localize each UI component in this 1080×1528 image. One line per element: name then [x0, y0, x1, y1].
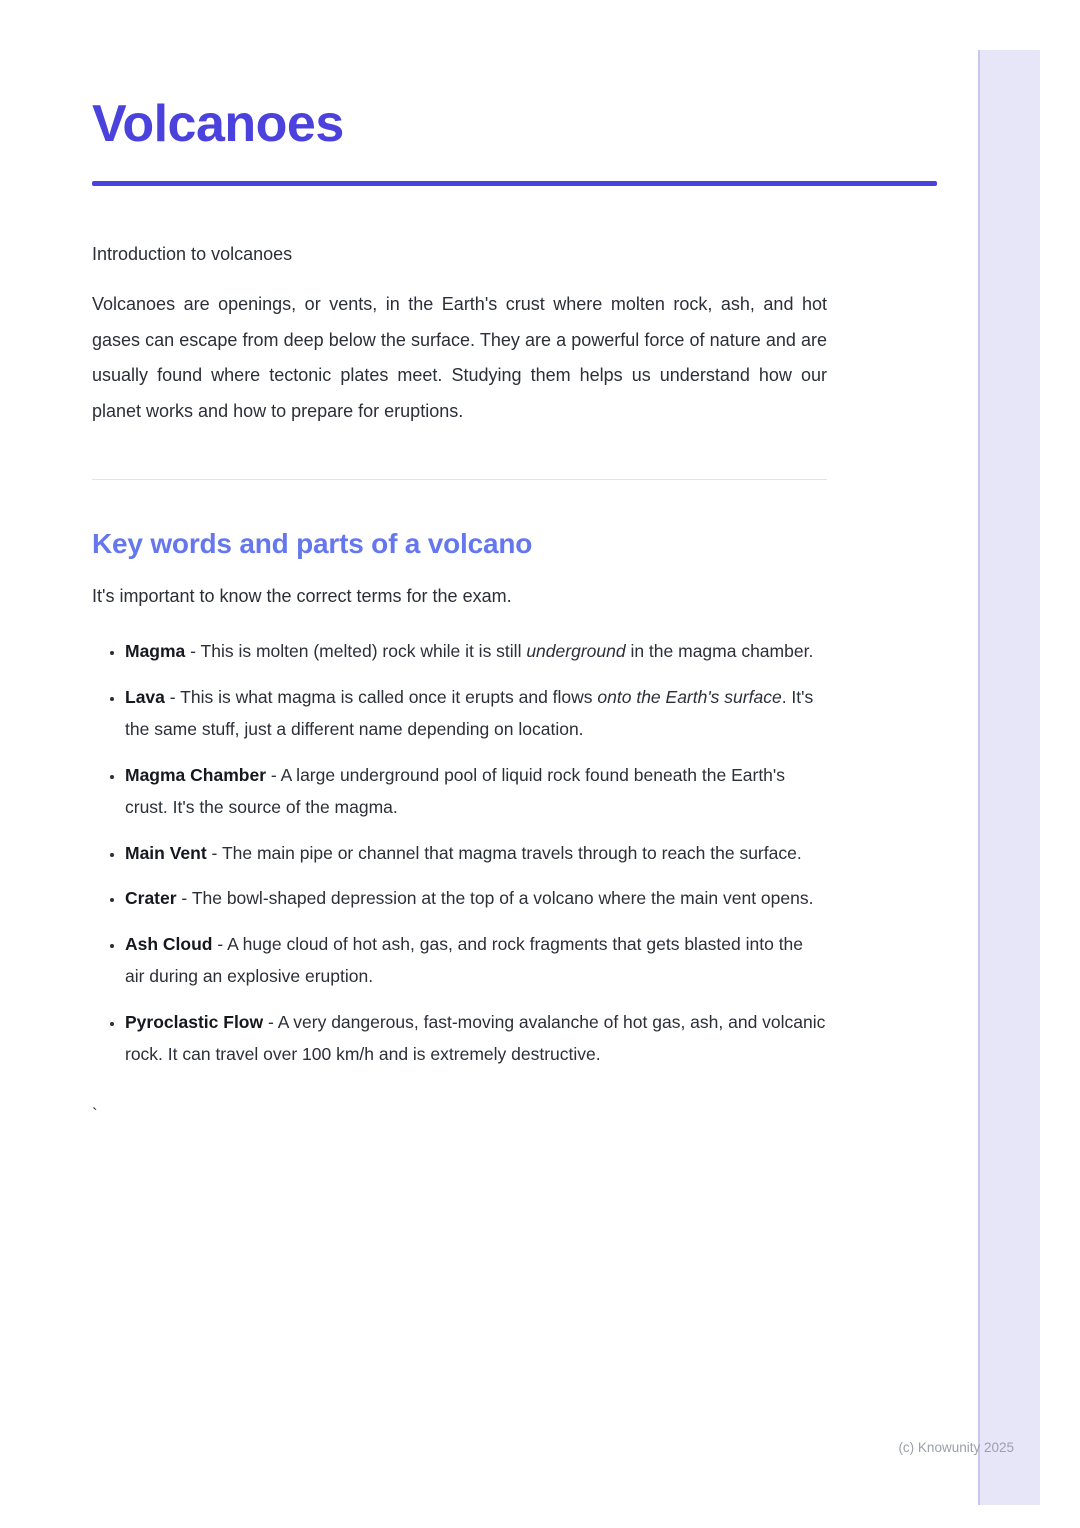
- italic-text: underground: [526, 641, 626, 662]
- title-rule: [92, 181, 937, 186]
- list-item: • Ash Cloud - A huge cloud of hot ash, gas, and rock fragments that gets blasted into the air during an explosive eruption.: [125, 928, 827, 993]
- description-text: A large underground pool of liquid rock found beneath the Earth's crust. It's the source of the magma.: [125, 764, 785, 818]
- description-text: in the magma chamber.: [625, 641, 814, 662]
- stray-backtick: `: [92, 1104, 98, 1124]
- description-text: A huge cloud of hot ash, gas, and rock fragments that gets blasted into the air during an explosive eruption.: [125, 933, 804, 987]
- list-item: • Magma - This is molten (melted) rock while it is still underground in the magma chamber.: [125, 635, 827, 668]
- footer-credit: (c) Knowunity 2025: [898, 1440, 1014, 1455]
- italic-text: onto the Earth's surface: [597, 686, 782, 707]
- description-text: This is molten (melted) rock while it is still: [200, 641, 527, 662]
- list-item: • Crater - The bowl-shaped depression at the top of a volcano where the main vent opens.: [125, 882, 827, 915]
- page-title: Volcanoes: [92, 95, 344, 153]
- term-label: Main Vent: [125, 842, 207, 863]
- term-label: Magma Chamber: [125, 764, 267, 785]
- term-label: Magma: [125, 641, 186, 662]
- section-heading: Key words and parts of a volcano: [92, 528, 533, 560]
- description-text: The main pipe or channel that magma travels through to reach the surface.: [221, 842, 802, 863]
- description-text: This is what magma is called once it erupts and flows: [180, 686, 598, 707]
- list-item: • Lava - This is what magma is called once it erupts and flows onto the Earth's surface. It's the same stuff, just a different name depending on location.: [125, 681, 827, 746]
- list-item: • Main Vent - The main pipe or channel that magma travels through to reach the surface.: [125, 837, 827, 870]
- section-lead: It's important to know the correct terms for the exam.: [92, 586, 512, 607]
- description-text: . It's the same stuff, just a different name depending on location.: [125, 686, 814, 740]
- side-stripe: [978, 50, 1040, 1505]
- keyword-list: [92, 635, 827, 1071]
- section-divider: [92, 479, 827, 480]
- list-item: • Magma Chamber - A large underground pool of liquid rock found beneath the Earth's crust. It's the source of the magma.: [125, 759, 827, 824]
- intro-paragraph: Volcanoes are openings, or vents, in the Earth's crust where molten rock, ash, and hot gases can escape from deep below the surface. They are a powerful force of nature and are usually found where tectonic plates meet. Studying them helps us understand how our planet works and how to prepare for eruptions.: [92, 294, 827, 421]
- term-label: Crater: [125, 888, 177, 909]
- term-label: Pyroclastic Flow: [125, 1011, 264, 1032]
- description-text: The bowl-shaped depression at the top of a volcano where the main vent opens.: [191, 888, 814, 909]
- list-item: • Pyroclastic Flow - A very dangerous, fast-moving avalanche of hot gas, ash, and volcanic rock. It can travel over 100 km/h and is extremely destructive.: [125, 1006, 827, 1071]
- term-label: Lava: [125, 686, 165, 707]
- intro-label: Introduction to volcanoes: [92, 244, 293, 265]
- term-label: Ash Cloud: [125, 933, 213, 954]
- description-text: A very dangerous, fast-moving avalanche of hot gas, ash, and volcanic rock. It can travel over 100 km/h and is extremely destructive.: [125, 1011, 826, 1065]
